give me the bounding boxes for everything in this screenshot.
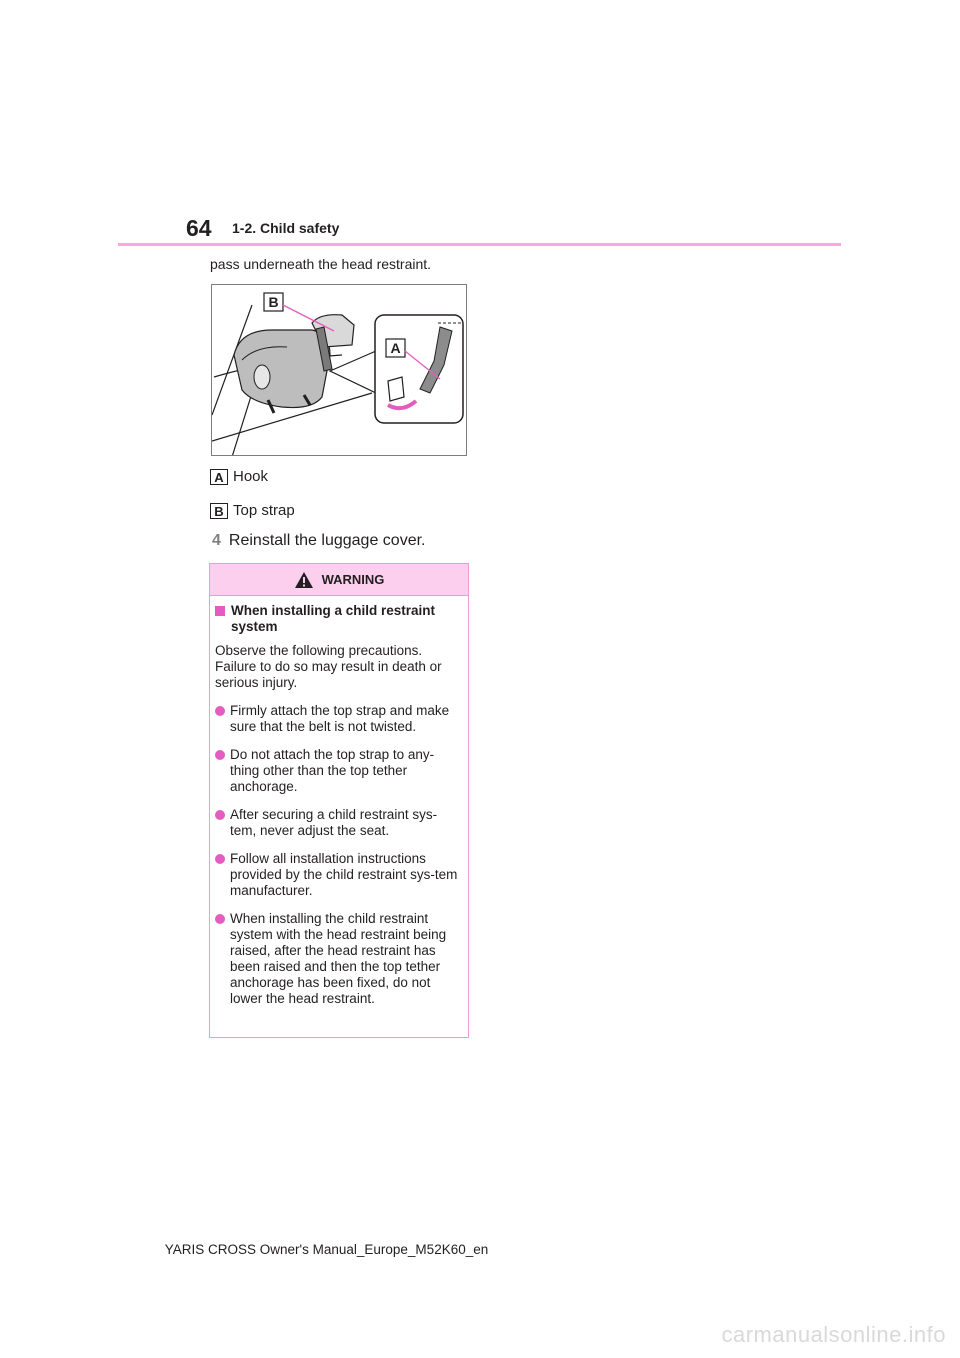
warning-item-text: After securing a child restraint sys-tem, never adjust the seat. [230,807,438,838]
intro-text: pass underneath the head restraint. [210,256,432,272]
circle-bullet-icon [215,706,225,716]
legend-text-hook: Hook [233,468,269,485]
step-4 [212,532,425,550]
warning-subtitle: When installing a child restraint system [231,603,436,634]
warning-subtitle-row [215,603,462,635]
figure-label-a: A [390,340,401,356]
warning-item [215,747,462,795]
warning-header [210,564,468,596]
watermark: carmanualsonline.info [721,1322,946,1347]
legend-badge-a: A [210,469,228,485]
warning-item [215,851,462,899]
warning-title: WARNING [321,572,385,587]
warning-intro: Observe the following precautions. Failure to do so may result in death or serious injury. [215,643,442,690]
warning-content [210,596,468,1007]
warning-triangle-icon [294,571,314,589]
figure-label-b: B [268,294,279,310]
square-bullet-icon [215,606,225,616]
footer-manual-id: YARIS CROSS Owner's Manual_Europe_M52K60_en [164,1242,489,1257]
header-rule [118,243,841,246]
section-title: 1-2. Child safety [232,220,340,236]
warning-item-text: When installing the child restraint system with the head restraint being raised, after the head restraint has been raised and then the top tether anchorage has been fixed, do not lower the head restraint. [230,911,447,1006]
legend-text-top-strap: Top strap [233,502,295,519]
legend-item-top-strap [210,502,295,519]
circle-bullet-icon [215,854,225,864]
circle-bullet-icon [215,750,225,760]
page-number: 64 [186,215,212,241]
legend-badge-b: B [210,503,228,519]
warning-item-text: Follow all installation instructions provided by the child restraint sys-tem manufacturer. [230,851,458,898]
child-seat-illustration [212,285,467,456]
warning-item-text: Do not attach the top strap to any-thing other than the top tether anchorage. [230,747,435,794]
step-text: Reinstall the luggage cover. [228,532,426,549]
circle-bullet-icon [215,810,225,820]
warning-item-text: Firmly attach the top strap and make sure that the belt is not twisted. [230,703,450,734]
warning-item [215,911,462,1007]
legend-item-hook [210,468,268,485]
warning-item [215,703,462,735]
warning-item [215,807,462,839]
circle-bullet-icon [215,914,225,924]
illustration-figure [211,284,467,456]
warning-box [209,563,469,1038]
step-number: 4 [212,532,221,549]
